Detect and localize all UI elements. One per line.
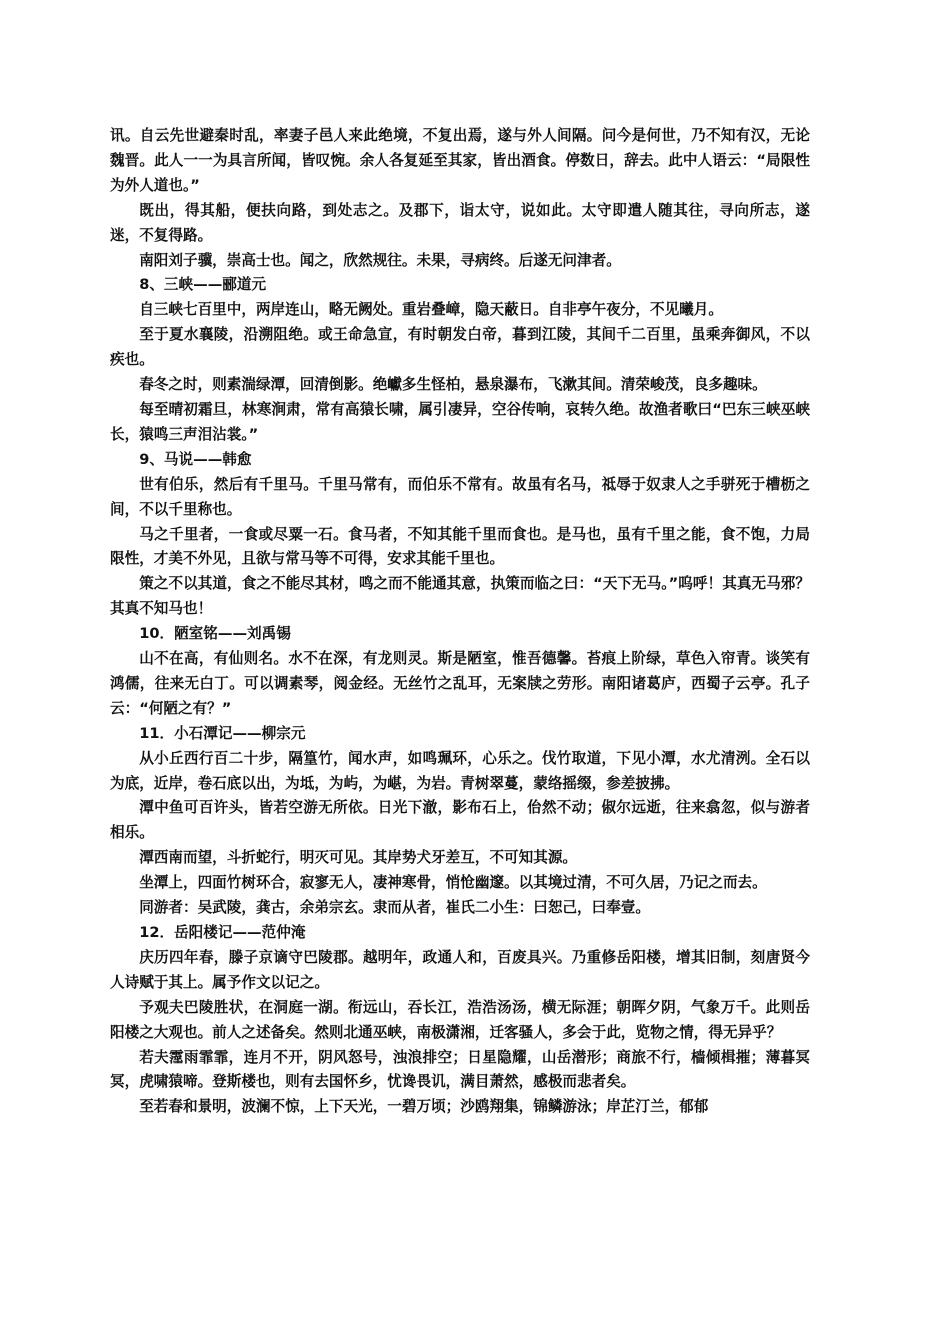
paragraph: 每至晴初霜旦，林寒涧肃，常有高猿长啸，属引凄异，空谷传响，哀转久绝。故渔者歌曰“巴东三峡巫峡长，猿鸣三声泪沾裳。” [110,400,810,443]
paragraph: 予观夫巴陵胜状，在洞庭一湖。衔远山，吞长江，浩浩汤汤，横无际涯；朝晖夕阴，气象万千。此则岳阳楼之大观也。前人之述备矣。然则北通巫峡，南极潇湘，迁客骚人，多会于此，览物之情，得无异乎？ [110,998,810,1041]
section-heading: 11．小石潭记——柳宗元 [139,724,306,742]
section-heading: 9、马说——韩愈 [139,450,252,468]
section-heading: 10．陋室铭——刘禹锡 [139,625,291,643]
paragraph: 自三峡七百里中，两岸连山，略无阙处。重岩叠嶂，隐天蔽日。自非亭午夜分，不见曦月。 [139,301,723,319]
paragraph: 世有伯乐，然后有千里马。千里马常有，而伯乐不常有。故虽有名马，祗辱于奴隶人之手骈死于槽枥之间，不以千里称也。 [110,475,810,518]
document-page [110,124,810,1120]
paragraph: 若夫霪雨霏霏，连月不开，阴风怒号，浊浪排空；日星隐耀，山岳潜形；商旅不行，樯倾楫摧；薄暮冥冥，虎啸猿啼。登斯楼也，则有去国怀乡，忧谗畏讥，满目萧然，感极而悲者矣。 [110,1048,810,1091]
paragraph: 讯。自云先世避秦时乱，率妻子邑人来此绝境，不复出焉，遂与外人间隔。问今是何世，乃不知有汉，无论魏晋。此人一一为具言所闻，皆叹惋。余人各复延至其家，皆出酒食。停数日，辞去。此中人语云：“局限性为外人道也。” [110,127,810,194]
paragraph: 马之千里者，一食或尽粟一石。食马者，不知其能千里而食也。是马也，虽有千里之能，食不饱，力局限性，才美不外见，且欲与常马等不可得，安求其能千里也。 [110,525,810,568]
paragraph: 既出，得其船，便扶向路，到处志之。及郡下，诣太守，说如此。太守即遣人随其往，寻向所志，遂迷，不复得路。 [110,201,810,244]
paragraph: 潭西南而望，斗折蛇行，明灭可见。其岸势犬牙差互，不可知其源。 [139,849,578,867]
paragraph: 庆历四年春，滕子京谪守巴陵郡。越明年，政通人和，百废具兴。乃重修岳阳楼，增其旧制，刻唐贤今人诗赋于其上。属予作文以记之。 [110,948,810,991]
paragraph: 坐潭上，四面竹树环合，寂寥无人，凄神寒骨，悄怆幽邃。以其境过清，不可久居，乃记之而去。 [139,874,767,892]
paragraph: 从小丘西行百二十步，隔篁竹，闻水声，如鸣珮环，心乐之。伐竹取道，下见小潭，水尤清洌。全石以为底，近岸，卷石底以出，为坻，为屿，为嵁，为岩。青树翠蔓，蒙络摇缀，参差披拂。 [110,749,810,792]
paragraph: 山不在高，有仙则名。水不在深，有龙则灵。斯是陋室，惟吾德馨。苔痕上阶绿，草色入帘青。谈笑有鸿儒，往来无白丁。可以调素琴，阅金经。无丝竹之乱耳，无案牍之劳形。南阳诸葛庐，西蜀子云亭。孔子云：“何陋之有？” [110,650,810,717]
paragraph: 策之不以其道，食之不能尽其材，鸣之而不能通其意，执策而临之曰：“天下无马。”呜呼！其真无马邪？其真不知马也！ [110,575,810,618]
paragraph: 南阳刘子骥，崇高士也。闻之，欣然规往。未果，寻病终。后遂无问津者。 [139,251,621,269]
paragraph: 潭中鱼可百许头，皆若空游无所依。日光下澈，影布石上，佁然不动；俶尔远逝，往来翕忽，似与游者相乐。 [110,799,810,842]
paragraph: 至于夏水襄陵，沿溯阻绝。或王命急宣，有时朝发白帝，暮到江陵，其间千二百里，虽乘奔御风，不以疾也。 [110,326,810,369]
section-heading: 12．岳阳楼记——范仲淹 [139,924,306,941]
paragraph: 至若春和景明，波澜不惊，上下天光，一碧万顷；沙鸥翔集，锦鳞游泳；岸芷汀兰，郁郁 [139,1098,709,1116]
paragraph: 春冬之时，则素湍绿潭，回清倒影。绝巘多生怪柏，悬泉瀑布，飞漱其间。清荣峻茂，良多趣味。 [139,376,767,394]
section-heading: 8、三峡——郦道元 [139,276,267,294]
paragraph: 同游者：吴武陵，龚古，余弟宗玄。隶而从者，崔氏二小生：曰恕己，曰奉壹。 [139,899,650,917]
